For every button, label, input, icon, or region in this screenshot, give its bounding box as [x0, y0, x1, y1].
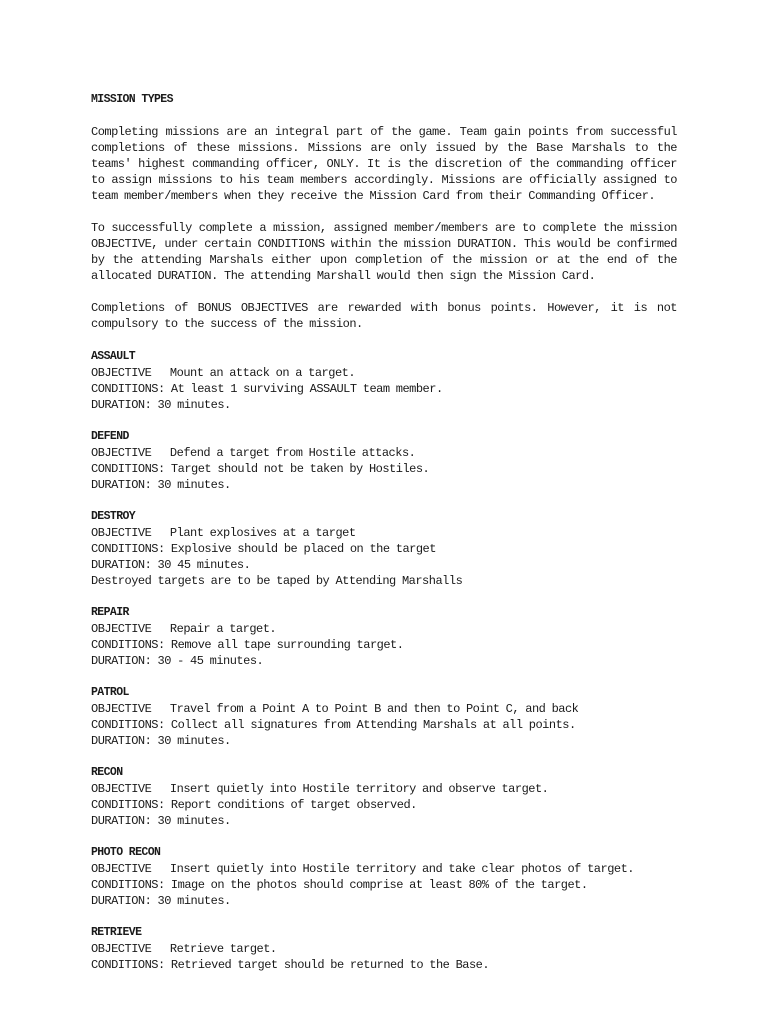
mission-heading: ASSAULT — [91, 350, 136, 363]
mission-objective: OBJECTIVE Repair a target. — [91, 622, 277, 636]
mission-conditions: CONDITIONS: Report conditions of target observed. — [91, 798, 417, 812]
mission-heading: REPAIR — [91, 606, 129, 619]
mission-conditions: CONDITIONS: Explosive should be placed on the target — [91, 542, 436, 556]
completion-paragraph: To successfully complete a mission, assigned member/members are to complete the mission OBJECTIVE, under certain CONDITIONS within the mission DURATION. This would be confirmed by the attending Marshals either upon completion of the mission or at the end of the allocated DURATION. The attending Marshall would then sign the Mission Card. — [91, 221, 677, 283]
document-page — [91, 92, 677, 989]
mission-heading: DEFEND — [91, 430, 129, 443]
mission-recon — [91, 765, 677, 829]
mission-duration: DURATION: 30 minutes. — [91, 734, 231, 748]
mission-repair — [91, 605, 677, 669]
mission-objective: OBJECTIVE Insert quietly into Hostile territory and take clear photos of target. — [91, 862, 634, 876]
mission-heading: RECON — [91, 766, 123, 779]
mission-photo-recon — [91, 845, 677, 909]
mission-destroy — [91, 509, 677, 589]
mission-objective: OBJECTIVE Travel from a Point A to Point B and then to Point C, and back — [91, 702, 579, 716]
mission-defend — [91, 429, 677, 493]
mission-duration: DURATION: 30 - 45 minutes. — [91, 654, 264, 668]
mission-conditions: CONDITIONS: At least 1 surviving ASSAULT team member. — [91, 382, 443, 396]
mission-duration: DURATION: 30 minutes. — [91, 478, 231, 492]
mission-heading: RETRIEVE — [91, 926, 142, 939]
mission-duration: DURATION: 30 minutes. — [91, 894, 231, 908]
intro-paragraph: Completing missions are an integral part of the game. Team gain points from successful completions of these missions. Missions are only issued by the Base Marshals to the teams' highest commanding officer, ONLY. It is the discretion of the commanding officer to assign missions to his team members accordingly. Missions are officially assigned to team member/members when they receive the Mission Card from their Commanding Officer. — [91, 125, 677, 203]
mission-objective: OBJECTIVE Defend a target from Hostile attacks. — [91, 446, 416, 460]
mission-conditions: CONDITIONS: Target should not be taken by Hostiles. — [91, 462, 430, 476]
mission-objective: OBJECTIVE Insert quietly into Hostile territory and observe target. — [91, 782, 549, 796]
mission-heading: PHOTO RECON — [91, 846, 161, 859]
mission-conditions: CONDITIONS: Retrieved target should be returned to the Base. — [91, 958, 490, 972]
mission-objective: OBJECTIVE Plant explosives at a target — [91, 526, 356, 540]
mission-retrieve — [91, 925, 677, 973]
mission-heading: DESTROY — [91, 510, 136, 523]
bonus-paragraph: Completions of BONUS OBJECTIVES are rewarded with bonus points. However, it is not compulsory to the success of the mission. — [91, 301, 677, 331]
mission-duration: DURATION: 30 45 minutes. — [91, 558, 251, 572]
document-title: MISSION TYPES — [91, 93, 173, 106]
mission-duration: DURATION: 30 minutes. — [91, 814, 231, 828]
mission-duration: DURATION: 30 minutes. — [91, 398, 231, 412]
mission-assault — [91, 349, 677, 413]
mission-objective: OBJECTIVE Retrieve target. — [91, 942, 277, 956]
mission-note: Destroyed targets are to be taped by Attending Marshalls — [91, 574, 463, 588]
mission-heading: PATROL — [91, 686, 129, 699]
mission-conditions: CONDITIONS: Remove all tape surrounding target. — [91, 638, 404, 652]
mission-objective: OBJECTIVE Mount an attack on a target. — [91, 366, 356, 380]
mission-conditions: CONDITIONS: Image on the photos should comprise at least 80% of the target. — [91, 878, 588, 892]
mission-conditions: CONDITIONS: Collect all signatures from Attending Marshals at all points. — [91, 718, 576, 732]
mission-patrol — [91, 685, 677, 749]
